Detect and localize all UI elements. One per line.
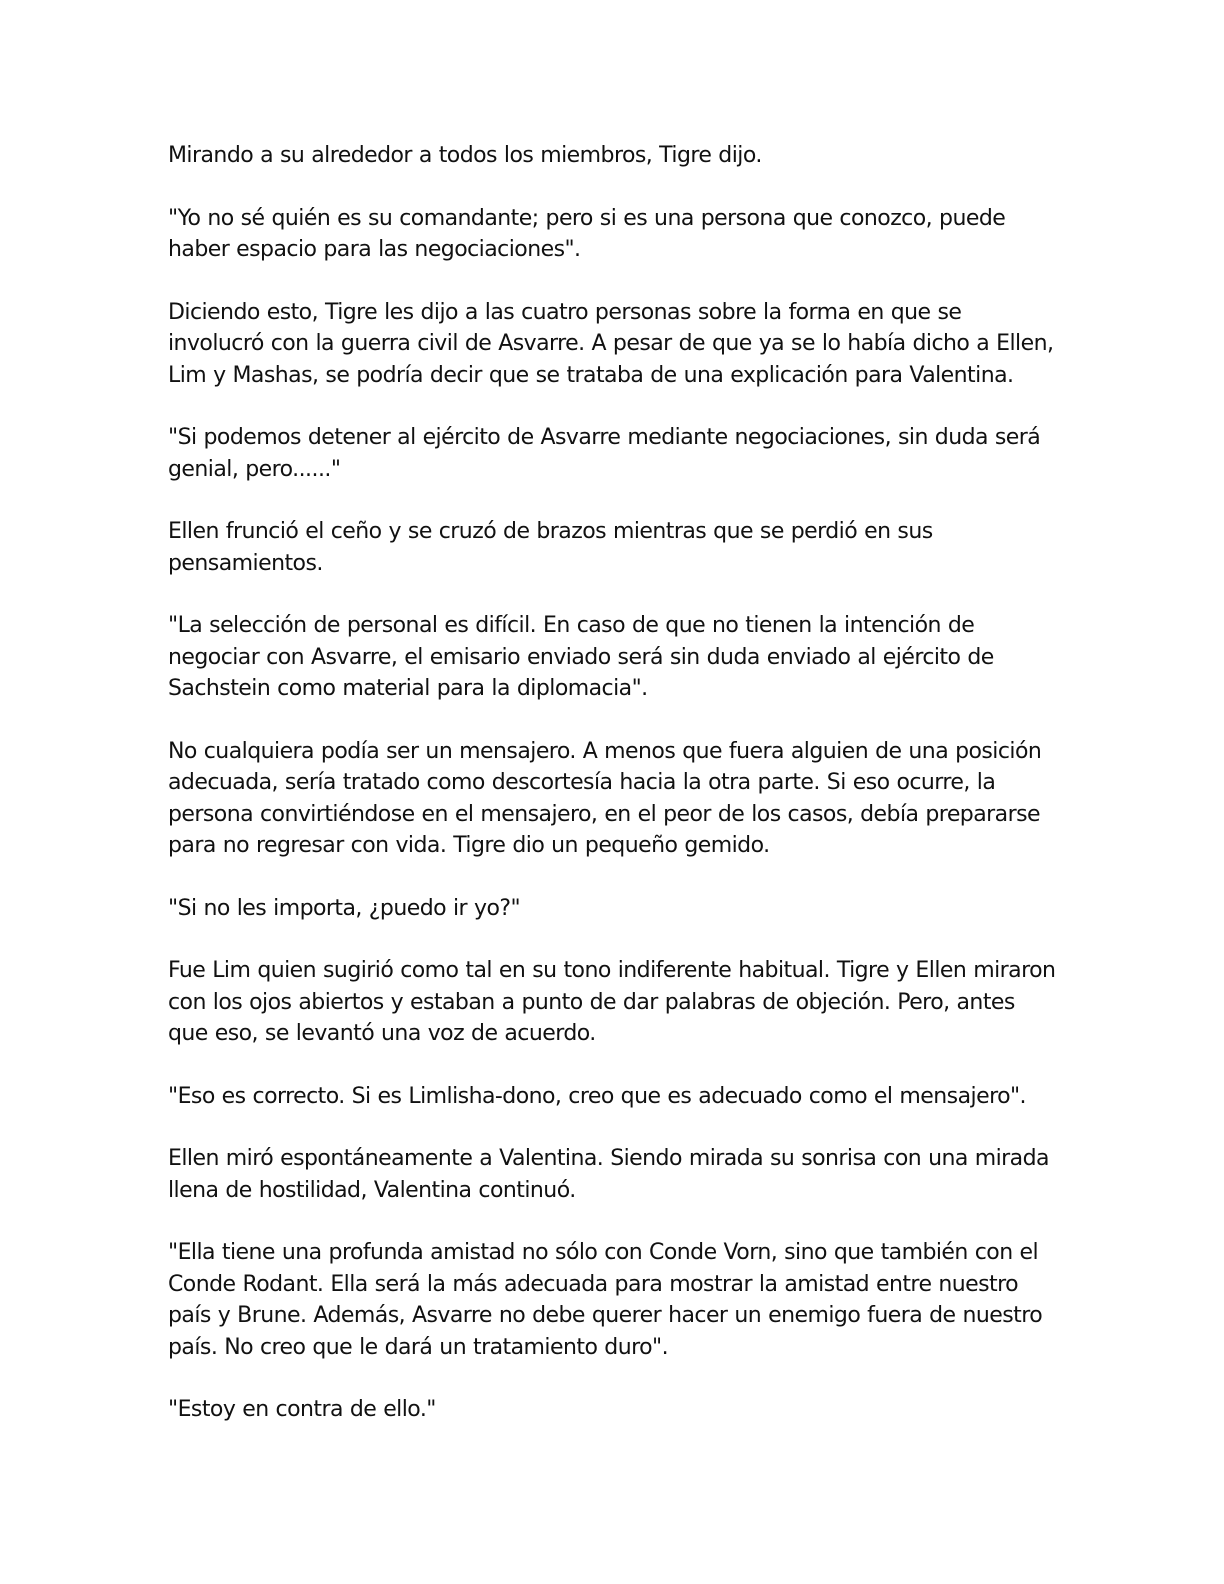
paragraph-10: "Eso es correcto. Si es Limlisha-dono, creo que es adecuado como el mensajero".	[168, 1083, 1026, 1109]
paragraph-11: Ellen miró espontáneamente a Valentina. Siendo mirada su sonrisa con una mirada llena de hostilidad, Valentina continuó.	[168, 1146, 1049, 1203]
paragraph-3: Diciendo esto, Tigre les dijo a las cuatro personas sobre la forma en que se involucró con la guerra civil de Asvarre. A pesar de que ya se lo había dicho a Ellen, Lim y Mashas, se podría decir que se trataba de una explicación para Valentina.	[168, 299, 1054, 388]
paragraph-7: No cualquiera podía ser un mensajero. A menos que fuera alguien de una posición adecuada, sería tratado como descortesía hacia la otra parte. Si eso ocurre, la persona convirtiéndose en el mensajero, en el peor de los casos, debía prepararse para no regresar con vida. Tigre dio un pequeño gemido.	[168, 738, 1042, 858]
paragraph-12: "Ella tiene una profunda amistad no sólo con Conde Vorn, sino que también con el Conde Rodant. Ella será la más adecuada para mostrar la amistad entre nuestro país y Brune. Además, Asvarre no debe querer hacer un enemigo fuera de nuestro país. No creo que le dará un tratamiento duro".	[168, 1240, 1043, 1360]
paragraph-4: "Si podemos detener al ejército de Asvarre mediante negociaciones, sin duda será genial, pero......"	[168, 425, 1041, 482]
paragraph-6: "La selección de personal es difícil. En caso de que no tienen la intención de negociar con Asvarre, el emisario enviado será sin duda enviado al ejército de Sachstein como material para la diplomacia".	[168, 613, 994, 701]
paragraph-1: Mirando a su alrededor a todos los miembros, Tigre dijo.	[168, 143, 762, 168]
paragraph-2: "Yo no sé quién es su comandante; pero si es una persona que conozco, puede haber espacio para las negociaciones".	[168, 205, 1006, 262]
document-page	[168, 140, 1058, 1457]
paragraph-13: "Estoy en contra de ello."	[168, 1397, 436, 1422]
paragraph-8: "Si no les importa, ¿puedo ir yo?"	[168, 895, 521, 921]
paragraph-5: Ellen frunció el ceño y se cruzó de brazos mientras que se perdió en sus pensamientos.	[168, 519, 933, 576]
paragraph-9: Fue Lim quien sugirió como tal en su tono indiferente habitual. Tigre y Ellen miraron con los ojos abiertos y estaban a punto de dar palabras de objeción. Pero, antes que eso, se levantó una voz de acuerdo.	[168, 958, 1056, 1046]
